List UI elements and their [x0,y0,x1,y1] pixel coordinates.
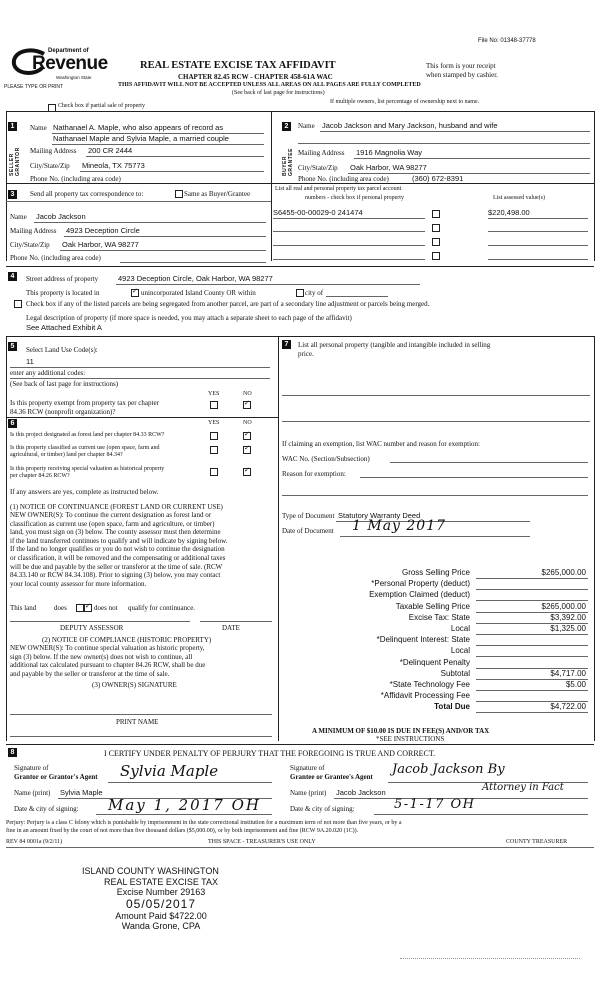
tax-row-value: $265,000.00 [541,568,586,577]
reason-label: Reason for exemption: [282,470,346,478]
segregated-label: Check box if any of the listed parcels are being segregated from another parcel, are part of a secondary line adjustment or parcels being merged. [26,300,430,308]
section-7-badge: 7 [282,340,291,349]
tax-row-value: $4,722.00 [550,702,586,712]
city-of-label: city of [305,289,324,297]
tax-row-label: Subtotal [440,668,470,678]
exempt-question-1: Is this property exempt from property tax per chapter [10,399,159,407]
tax-row-label: Total Due [434,702,470,712]
receipt-note-2: when stamped by cashier. [426,71,498,79]
grantee-date-label: Date & city of signing: [290,805,355,813]
forest-land-question: Is this project designated as forest land per chapter 84.33 RCW? [10,432,165,438]
file-number: File No: 01348-37778 [478,38,536,44]
logo-word: Revenue [32,53,108,74]
personal-property-label-2: price. [298,350,314,358]
street-label: Street address of property [26,275,99,283]
notice2-line: sign (3) below. If the new owner(s) does not wish to continue, all [10,652,193,661]
notice1-line: 84.33.140 or RCW 84.34.108). Prior to signing (3) below, you may contact [10,571,221,580]
notice1-line: If the land no longer qualifies or you do not wish to continue the designation [10,545,225,554]
property-street: 4923 Deception Circle, Oak Harbor, WA 98277 [118,274,273,283]
partial-sale-label: Check box if partial sale of property [58,103,145,109]
notice1-line: or classification, it will be removed and the compensating or additional taxes [10,553,226,562]
tax-row-value: $1,325.00 [550,624,586,633]
form-title: REAL ESTATE EXCISE TAX AFFIDAVIT [140,60,336,71]
buyer-address-label: Mailing Address [298,149,345,157]
logo-dept-text: Department of [48,48,89,54]
form-subtitle: CHAPTER 82.45 RCW - CHAPTER 458-61A WAC [178,73,333,81]
tax-row-label: Excise Tax: State [408,612,470,622]
segregated-checkbox[interactable] [14,300,22,308]
buyer-phone-label: Phone No. (including area code) [298,175,389,183]
section-8-badge: 8 [8,748,17,757]
notice-continuance-title: (1) NOTICE OF CONTINUANCE (FOREST LAND OR CURRENT USE) [10,503,223,511]
land-use-see-back: (See back of last page for instructions) [10,380,119,388]
dor-logo [8,46,108,86]
grantee-sig-label-2: Grantee or Grantee's Agent [290,773,373,781]
grantor-signature: Sylvia Maple [120,762,219,780]
parcel-value-1: $220,498.00 [488,208,530,217]
city-of-checkbox[interactable] [296,289,304,297]
s6-no-header: NO [243,420,252,426]
grantor-sig-label-1: Signature of [14,764,49,772]
tax-row-label: *Delinquent Interest: State [376,635,470,645]
tax-row-underline [476,712,588,713]
see-instructions-note: *SEE INSTRUCTIONS [376,735,445,743]
forest-yes-checkbox[interactable] [210,432,218,440]
tax-row-label: *Personal Property (deduct) [371,579,470,589]
seller-phone-label: Phone No. (including area code) [30,175,121,183]
tax-row-underline [476,656,588,657]
does-not-checkbox[interactable] [84,604,92,612]
exemption-label: If claiming an exemption, list WAC number and reason for exemption: [282,440,480,448]
treasurer-space-label: THIS SPACE - TREASURER'S USE ONLY [208,839,316,845]
grantee-signature: Jacob Jackson By [392,762,505,777]
historic-no-checkbox[interactable] [243,468,251,476]
tax-row-label: Exemption Claimed (deduct) [369,590,470,600]
land-use-code: 11 [26,357,34,366]
tax-row-label: Gross Selling Price [401,568,470,577]
parcel-2-personal-checkbox[interactable] [432,224,440,232]
exempt-no-header: NO [243,391,252,397]
county-treasurer-label: COUNTY TREASURER [506,839,568,845]
same-as-buyer-checkbox[interactable] [175,190,183,198]
tax-row-label: *State Technology Fee [389,680,470,689]
see-back-note: (See back of last page for instructions) [232,90,325,96]
tax-row-value: $4,717.00 [550,668,586,678]
multiple-owners-note: If multiple owners, list percentage of ownership next to name. [330,99,480,105]
assessed-value-heading: List assessed value(s) [493,195,545,201]
please-type: PLEASE TYPE OR PRINT [4,84,64,90]
qualify-label: qualify for continuance. [128,604,196,612]
seller-name-label: Name [30,124,47,132]
section-4-badge: 4 [8,272,17,281]
grantee-date: 5-1-17 OH [394,797,476,812]
parcel-1-personal-checkbox[interactable] [432,210,440,218]
corr-city: Oak Harbor, WA 98277 [62,240,139,249]
stamp-county: ISLAND COUNTY WASHINGTON [82,866,219,876]
tax-row-label: *Affidavit Processing Fee [380,691,470,701]
unincorporated-checkbox[interactable] [131,289,139,297]
doc-date-handwritten: 1 May 2017 [352,518,447,534]
perjury-note-2: fine in an amount fixed by the court of not more than five thousand dollars ($5,000.00), or by both imprisonment and fine (RCW 9A.20.020 (1C)). [6,828,359,834]
additional-codes-label: enter any additional codes: [10,369,86,377]
doc-date-label: Date of Document [282,527,334,535]
notice-continuance-body [10,511,276,588]
same-as-buyer-label: Same as Buyer/Grantee [184,190,251,198]
parcel-number-1: S6455-00-00029-0 241474 [273,208,363,217]
parcel-heading-2: numbers - check box if personal property [305,195,404,201]
tax-row-underline [476,645,588,646]
tax-row-label: Local [450,624,470,633]
does-checkbox[interactable] [76,604,84,612]
located-in-label: This property is located in [26,289,100,297]
exempt-yes-checkbox[interactable] [210,401,218,409]
grantee-sig-label-1: Signature of [290,764,325,772]
tax-row-underline [476,690,588,691]
legal-desc-value: See Attached Exhibit A [26,323,102,332]
grantor-date: May 1, 2017 OH [108,796,261,814]
seller-name-line2: Nathanael Maple and Sylvia Maple, a married couple [53,134,229,143]
legal-desc-label: Legal description of property (if more space is needed, you may attach a separate sheet to each page of the affidavit) [26,314,352,322]
tax-row-label: *Delinquent Penalty [399,657,470,667]
print-name-label: PRINT NAME [116,718,159,726]
perjury-note-1: Perjury: Perjury is a class C felony which is punishable by imprisonment in the state correctional institution for a maximum term of not more than five years, or by a [6,820,402,826]
tax-row-underline [476,634,588,635]
stamp-excise-number: Excise Number 29163 [116,887,206,897]
grantee-attorney-note: Attorney in Fact [482,782,564,793]
section-2-badge: 2 [282,122,291,131]
current-use-question-2: agricultural, or timber) land per chapter 84.34? [10,452,123,458]
any-yes-note: If any answers are yes, complete as instructed below. [10,488,159,496]
seller-city-label: City/State/Zip [30,162,70,170]
assessor-date-label: DATE [222,624,240,632]
parcel-4-personal-checkbox[interactable] [432,252,440,260]
tax-row-value: $265,000.00 [541,601,586,611]
this-land-label: This land [10,604,37,612]
notice2-line: and payable by the seller or transferor at the time of sale. [10,669,170,678]
section-3-badge: 3 [8,190,17,199]
notice1-line: land, you must sign on (3) below. The county assessor must then determine [10,528,221,537]
exempt-question-2: 84.36 RCW (nonprofit organization)? [10,408,116,416]
grantor-date-label: Date & city of signing: [14,805,79,813]
historic-question-1: Is this property receiving special valuation as historical property [10,466,165,472]
current-use-yes-checkbox[interactable] [210,446,218,454]
corr-name: Jacob Jackson [36,212,86,221]
notice-compliance-body [10,644,276,678]
parcel-3-personal-checkbox[interactable] [432,238,440,246]
current-use-no-checkbox[interactable] [243,446,251,454]
grantee-name: Jacob Jackson [336,788,386,797]
section-6-badge: 6 [8,419,17,428]
seller-address-label: Mailing Address [30,147,77,155]
logo-state: Washington State [56,75,92,80]
land-use-heading: Select Land Use Code(s): [26,346,98,354]
notice1-line: your local county assessor for more information. [10,579,147,588]
wac-label: WAC No. (Section/Subsection) [282,455,370,463]
notice2-line: additional tax calculated pursuant to chapter 84.26 RCW, shall be due [10,661,206,670]
section-1-badge: 1 [8,122,17,131]
grantor-name-label: Name (print) [14,789,51,797]
section-5-badge: 5 [8,342,17,351]
buyer-city: Oak Harbor, WA 98277 [350,163,427,172]
tax-row-underline [476,589,588,590]
seller-address: 200 CR 2444 [88,146,133,155]
tax-row-label: Taxable Selling Price [395,601,470,611]
notice2-line: NEW OWNER(S): To continue special valuation as historic property, [10,644,205,652]
notice-compliance-title: (2) NOTICE OF COMPLIANCE (HISTORIC PROPERTY) [42,636,212,644]
treasurer-stamp [82,866,236,932]
parcel-heading-1: List all real and personal property tax parcel account [275,186,402,192]
owner-signature-label: (3) OWNER(S) SIGNATURE [92,681,177,689]
notice1-line: classification as current use (open space, farm and agriculture, or timber) [10,519,215,528]
stamp-tax-type: REAL ESTATE EXCISE TAX [103,876,219,887]
corr-name-label: Name [10,213,27,221]
unincorporated-label: unincorporated Island County OR within [141,289,256,297]
corr-city-label: City/State/Zip [10,241,50,249]
forest-no-checkbox[interactable] [243,432,251,440]
does-not-label: does not [94,604,118,612]
receipt-note-1: This form is your receipt [426,62,496,70]
certify-heading: I CERTIFY UNDER PENALTY OF PERJURY THAT THE FOREGOING IS TRUE AND CORRECT. [104,749,436,758]
stamp-treasurer-name: Wanda Grone, CPA [121,921,201,931]
historic-question-2: per chapter 84.26 RCW? [10,473,70,479]
corr-phone-label: Phone No. (including area code) [10,254,101,262]
tax-row-value: $5.00 [565,680,586,689]
tax-row-label: Local [450,646,470,656]
buyer-address: 1916 Magnolia Way [356,148,423,157]
buyer-name: Jacob Jackson and Mary Jackson, husband and wife [322,121,498,130]
current-use-question-1: Is this property classified as current use (open space, farm and [10,445,160,451]
revision-code: REV 84 0001a (9/2/11) [6,839,63,845]
notice1-line: will be due and payable by the seller or transferor at the time of sale. (RCW [10,562,223,571]
tax-row-value: $3,392.00 [550,612,586,622]
minimum-due-note: A MINIMUM OF $10.00 IS DUE IN FEE(S) AND/OR TAX [312,727,490,735]
exempt-yes-header: YES [208,391,220,397]
buyer-side-label: BUYER GRANTEE [282,148,294,176]
exempt-no-checkbox[interactable] [243,401,251,409]
grantee-name-label: Name (print) [290,789,327,797]
s6-yes-header: YES [208,420,220,426]
tax-row-underline [476,578,588,579]
buyer-phone: (360) 672-8391 [412,174,464,183]
seller-city: Mineola, TX 75773 [82,161,145,170]
seller-name-line1: Nathanael A. Maple, who also appears of record as [53,123,224,132]
form-warning: THIS AFFIDAVIT WILL NOT BE ACCEPTED UNLESS ALL AREAS ON ALL PAGES ARE FULLY COMPLETED [118,82,421,88]
corr-address: 4923 Deception Circle [66,226,140,235]
notice1-line: if the land transferred continues to qualify and will indicate by signing below. [10,536,228,545]
grantor-sig-label-2: Grantor or Grantor's Agent [14,773,98,781]
buyer-city-label: City/State/Zip [298,164,338,172]
stamp-amount-paid: Amount Paid $4722.00 [115,910,207,921]
scan-noise-line [400,958,580,959]
corr-address-label: Mailing Address [10,227,57,235]
historic-yes-checkbox[interactable] [210,468,218,476]
correspondence-heading: Send all property tax correspondence to: [30,190,144,198]
grantor-name: Sylvia Maple [60,788,103,797]
buyer-name-label: Name [298,122,315,130]
seller-side-label: SELLER GRANTOR [9,147,21,176]
personal-property-label-1: List all personal property (tangible and intangible included in selling [298,341,491,349]
does-label: does [54,604,67,612]
doc-type-value: Statutory Warranty Deed [338,511,421,520]
doc-type-label: Type of Document [282,512,335,520]
stamp-date: 05/05/2017 [125,896,197,911]
deputy-assessor-label: DEPUTY ASSESSOR [60,624,124,632]
notice1-line: NEW OWNER(S): To continue the current designation as forest land or [10,511,212,519]
